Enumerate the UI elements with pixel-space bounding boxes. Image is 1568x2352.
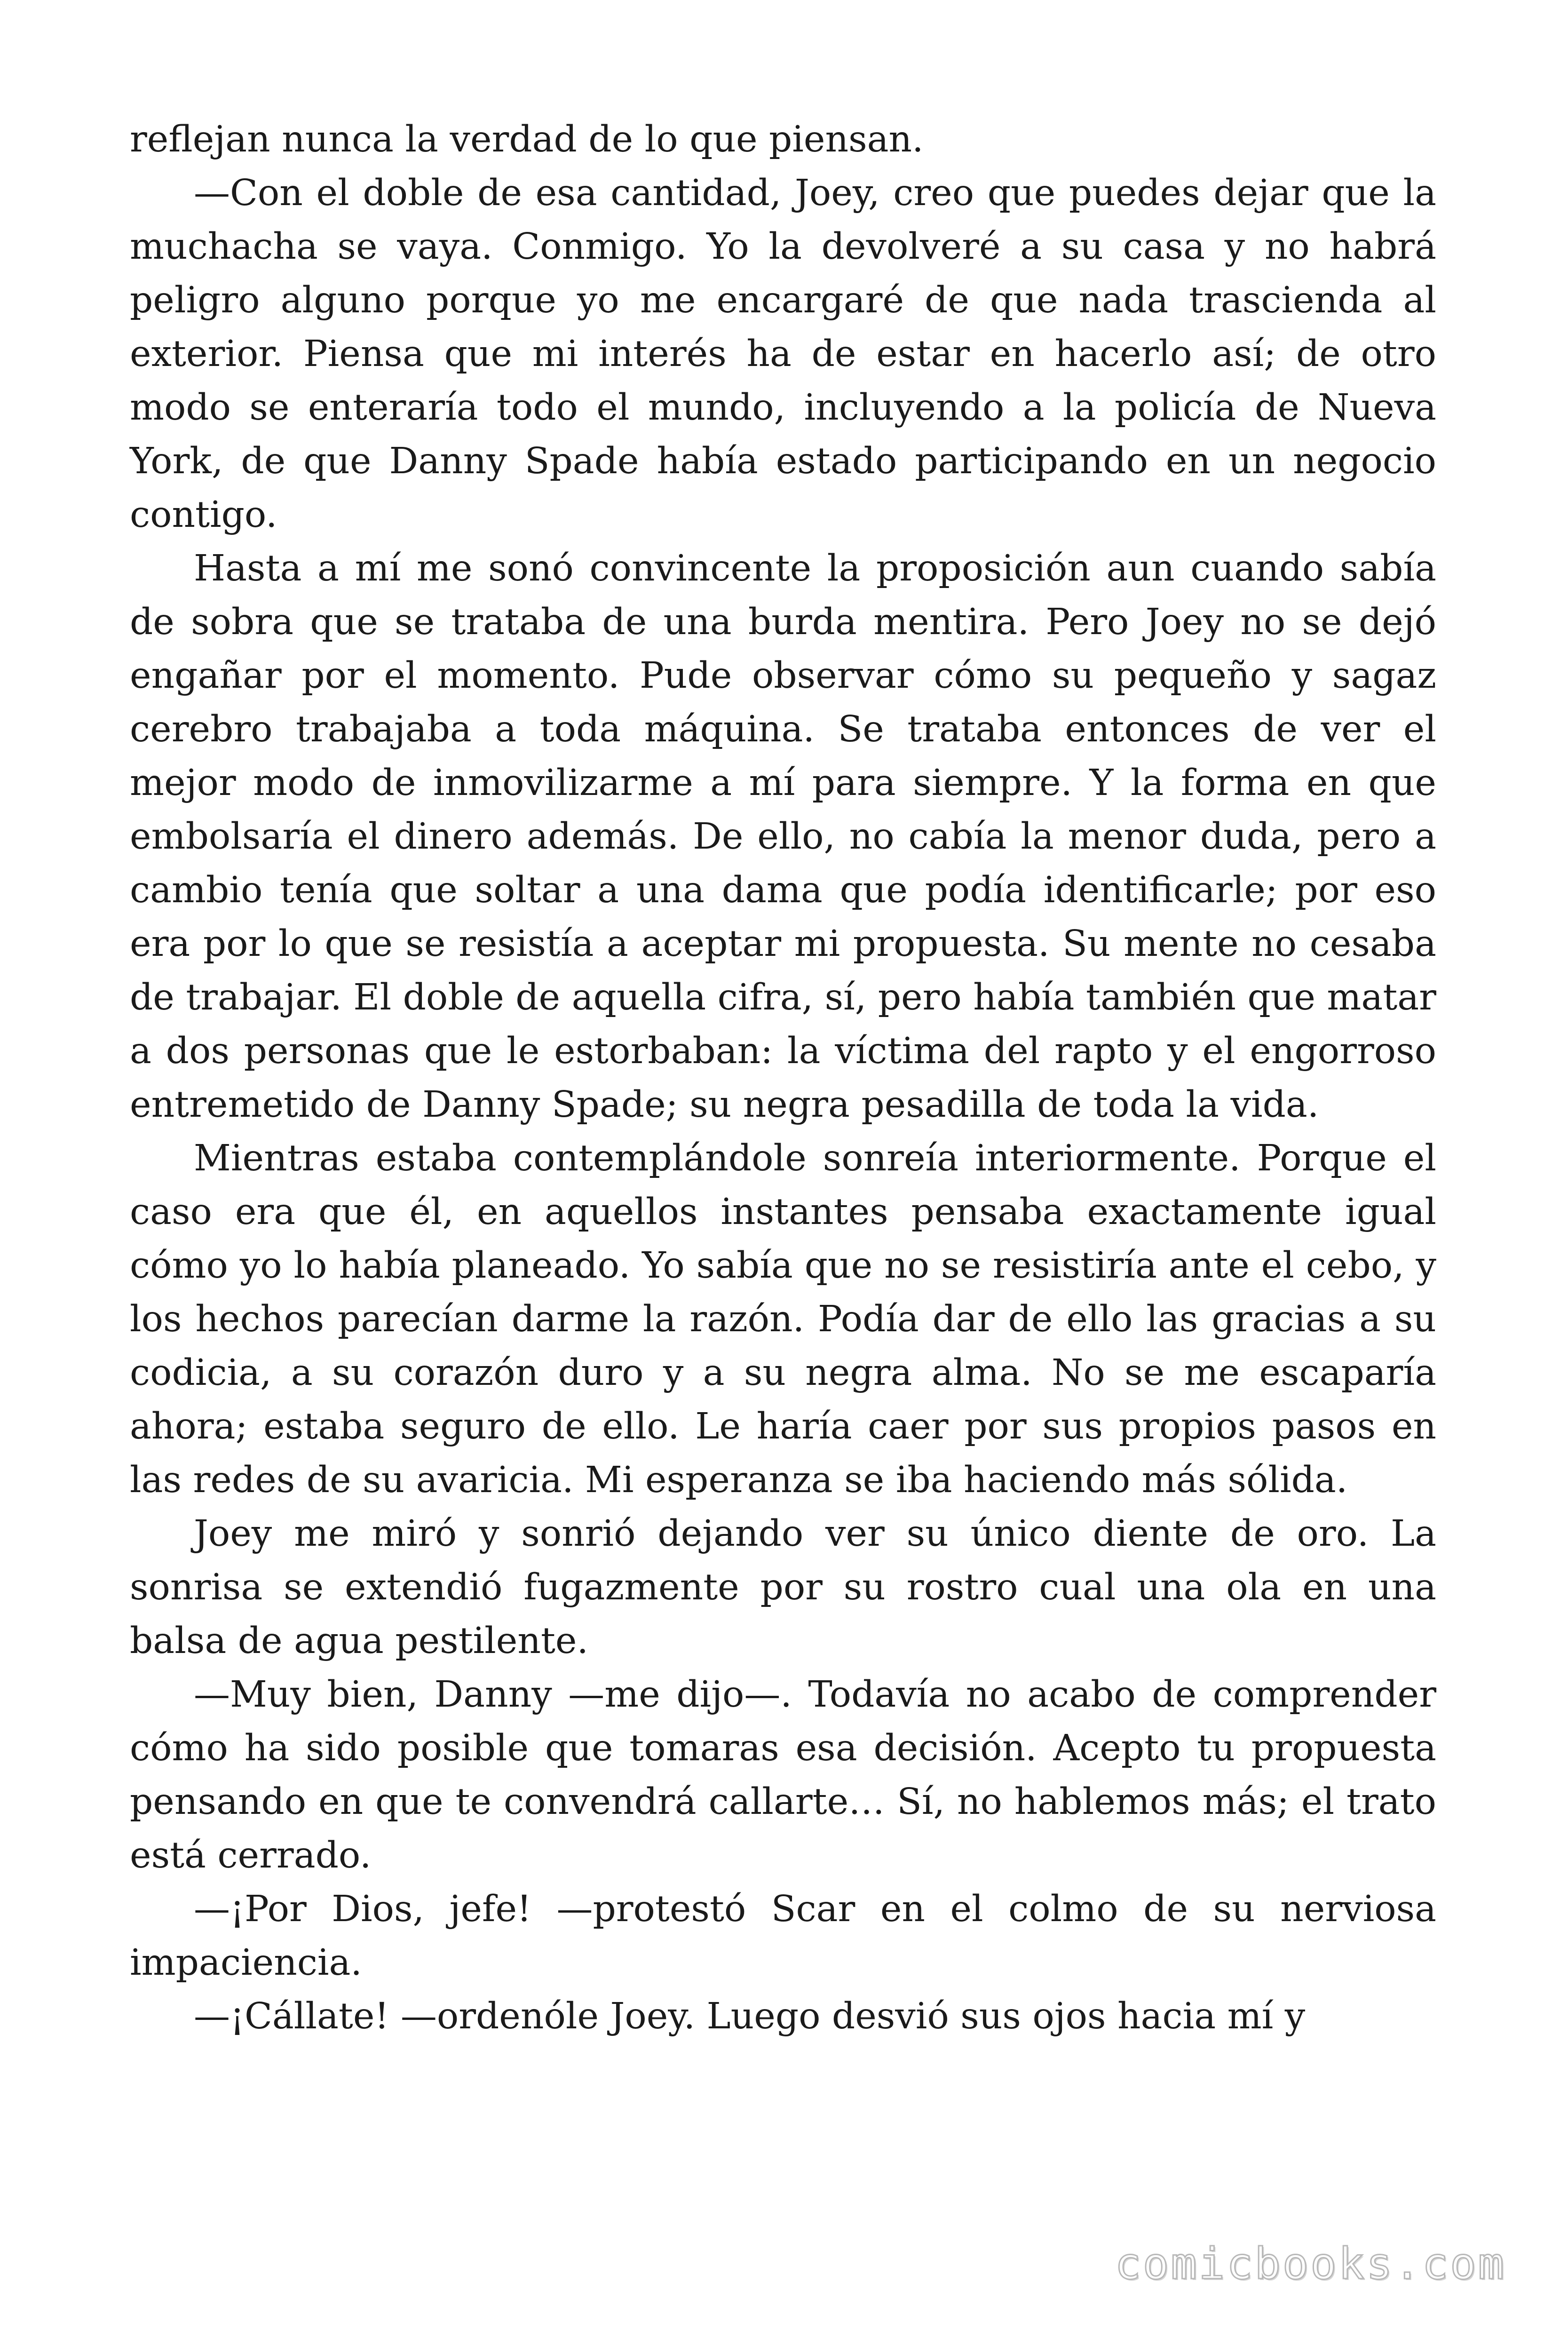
paragraph: Mientras estaba contemplándole sonreía interiormente. Porque el caso era que él, en aquellos instantes pensaba exactamente igual cómo yo lo había planeado. Yo sabía que no se resistiría ante el cebo, y los hechos parecían darme la razón. Podía dar de ello las gracias a su codicia, a su corazón duro y a su negra alma. No se me escaparía ahora; estaba seguro de ello. Le haría caer por sus propios pasos en las redes de su avaricia. Mi esperanza se iba haciendo más sólida. [130, 1137, 1436, 1501]
paragraph: —¡Por Dios, jefe! —protestó Scar en el colmo de su nerviosa impaciencia. [130, 1888, 1436, 1984]
paragraph: Joey me miró y sonrió dejando ver su único diente de oro. La sonrisa se extendió fugazmente por su rostro cual una ola en una balsa de agua pestilente. [130, 1513, 1436, 1662]
paragraph: —¡Cállate! —ordenóle Joey. Luego desvió sus ojos hacia mí y [194, 1995, 1306, 2037]
page-body-text [130, 113, 1436, 2043]
paragraph: —Muy bien, Danny —me dijo—. Todavía no acabo de comprender cómo ha sido posible que tomaras esa decisión. Acepto tu propuesta pensando en que te convendrá callarte… Sí, no hablemos más; el trato está cerrado. [130, 1674, 1436, 1876]
watermark: comicbooks.com [1115, 2239, 1506, 2289]
paragraph: —Con el doble de esa cantidad, Joey, creo que puedes dejar que la muchacha se vaya. Conmigo. Yo la devolveré a su casa y no habrá peligro alguno porque yo me encargaré de que nada trascienda al exterior. Piensa que mi interés ha de estar en hacerlo así; de otro modo se enteraría todo el mundo, incluyendo a la policía de Nueva York, de que Danny Spade había estado participando en un negocio contigo. [130, 172, 1436, 536]
paragraph-continuation: reflejan nunca la verdad de lo que piensan. [130, 119, 924, 160]
paragraph: Hasta a mí me sonó convincente la proposición aun cuando sabía de sobra que se trataba de una burda mentira. Pero Joey no se dejó engañar por el momento. Pude observar cómo su pequeño y sagaz cerebro trabajaba a toda máquina. Se trataba entonces de ver el mejor modo de inmovilizarme a mí para siempre. Y la forma en que embolsaría el dinero además. De ello, no cabía la menor duda, pero a cambio tenía que soltar a una dama que podía identificarle; por eso era por lo que se resistía a aceptar mi propuesta. Su mente no cesaba de trabajar. El doble de aquella cifra, sí, pero había también que matar a dos personas que le estorbaban: la víctima del rapto y el engorroso entremetido de Danny Spade; su negra pesadilla de toda la vida. [130, 548, 1436, 1126]
